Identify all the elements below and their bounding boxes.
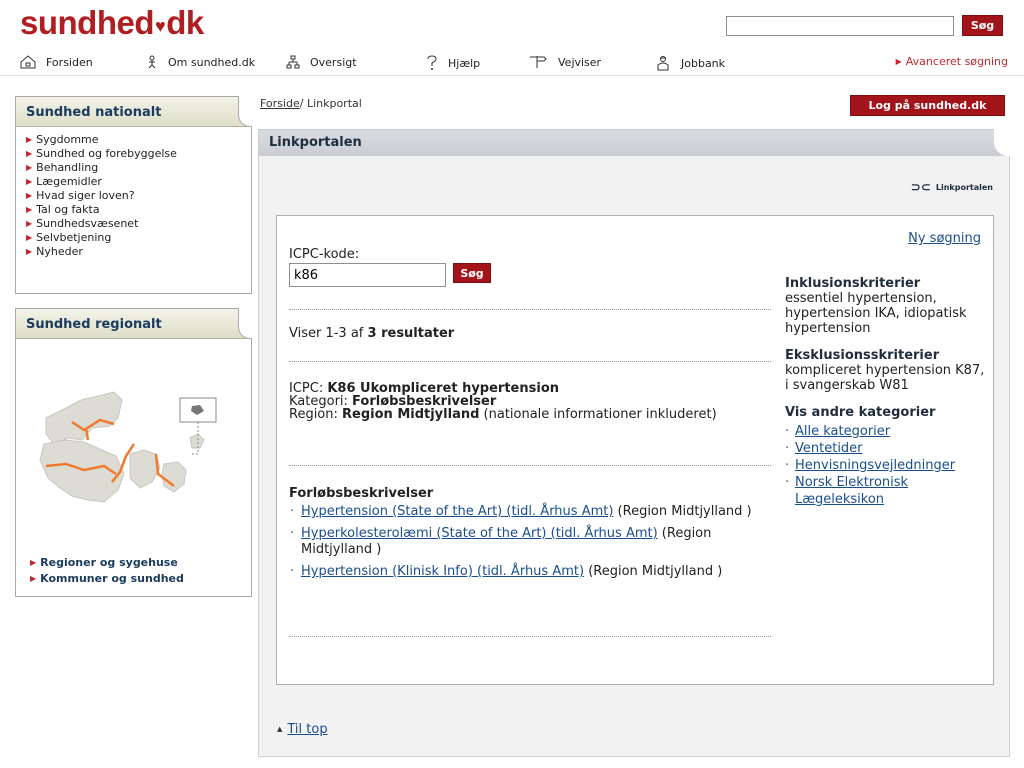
to-top-label[interactable]: Til top [287,722,328,737]
region-prefix: Region: [289,407,343,422]
forlobsbeskrivelser-title: Forløbsbeskrivelser [289,486,434,501]
box-title-text: Sundhed regionalt [26,317,162,332]
sitemap-icon [286,55,300,69]
panel-title [259,130,1009,156]
arrow-right-icon: ▶ [895,57,902,66]
nav-label: Jobbank [681,56,726,70]
result-note: (Region Midtjylland ) [301,526,712,557]
logo-text-left: sundhed [20,4,154,41]
panel-corner [994,129,1010,156]
result-note: (Region Midtjylland ) [584,564,723,579]
sidebar-item-tal-og-fakta[interactable] [26,203,251,217]
linkportal-panel [258,129,1010,757]
arrow-right-icon: ▶ [30,558,37,567]
advanced-search-label: Avanceret søgning [905,55,1008,68]
category-item [785,423,990,440]
national-nav-list [16,127,251,259]
arrow-right-icon: ▶ [26,191,33,200]
breadcrumb-home-link[interactable]: Forside [260,97,300,110]
nav-label: Vejviser [558,55,602,69]
sidebar-item-label: Selvbetjening [36,231,112,244]
sundhed-regionalt-title [16,309,251,339]
new-search-link[interactable]: Ny søgning [908,231,981,246]
exclusion-text: kompliceret hypertension K87, i svangerskab W81 [785,363,985,393]
region-suffix: (nationale informationer inkluderet) [479,407,717,422]
sidebar-item-label: Hvad siger loven? [36,189,135,202]
arrow-right-icon: ▶ [26,149,33,158]
search-results-box [276,215,994,685]
site-logo[interactable] [20,4,204,42]
result-links [289,504,769,586]
nav-label: Oversigt [310,55,357,69]
nav-oversigt[interactable] [286,55,357,69]
site-search-input[interactable] [726,16,954,36]
other-categories-title: Vis andre kategorier [785,405,936,420]
advanced-search-link[interactable] [896,55,1008,68]
sidebar-item-label: Nyheder [36,245,83,258]
result-item [289,526,769,558]
category-item [785,457,990,474]
sidebar-item-selvbetjening[interactable] [26,231,251,245]
results-count-value: 3 resultater [367,326,455,341]
inclusion-text: essentiel hypertension, hypertension IKA, idiopatisk hypertension [785,291,967,336]
regioner-og-sygehuse-link[interactable] [30,555,184,571]
link-icon: ⊃⊂ [910,180,931,194]
divider [289,309,771,310]
arrow-right-icon: ▶ [26,247,33,256]
sidebar-item-label: Sundhedsvæsenet [36,217,139,230]
result-link[interactable]: Hypertension (State of the Art) (tidl. Århus Amt) [301,504,614,519]
sundhed-nationalt-box [15,96,252,294]
result-note: (Region Midtjylland ) [613,504,752,519]
nav-label: Hjælp [448,56,481,70]
arrow-right-icon: ▶ [26,219,33,228]
result-item [289,564,769,580]
box-title-text: Sundhed nationalt [26,105,162,120]
category-link-ventetider[interactable]: Ventetider [795,441,863,456]
box-corner [238,308,252,339]
login-button[interactable]: Log på sundhed.dk [850,95,1005,116]
site-search-button[interactable]: Søg [962,15,1003,36]
sidebar-item-label: Lægemidler [36,175,102,188]
result-info [289,382,759,421]
criteria-sidebar [785,276,990,508]
arrow-right-icon: ▶ [26,135,33,144]
category-value: Forløbsbeskrivelser [352,394,497,409]
regional-link-label: Kommuner og sundhed [40,572,184,585]
result-link[interactable]: Hyperkolesterolæmi (State of the Art) (tidl. Århus Amt) [301,526,658,541]
sidebar-item-behandling[interactable] [26,161,251,175]
sidebar-item-sygdomme[interactable] [26,133,251,147]
category-link-alle[interactable]: Alle kategorier [795,424,891,439]
nav-forsiden[interactable] [20,55,93,69]
linkportal-tag-label: Linkportalen [935,182,993,192]
nav-om-sundhed[interactable] [146,55,255,69]
logo-text-right: dk [166,4,204,41]
signpost-icon [528,55,548,69]
region-value: Region Midtjylland [342,407,480,422]
icpc-label: ICPC-kode: [289,247,360,262]
sidebar-item-label: Sygdomme [36,133,99,146]
help-icon [426,55,438,71]
other-categories-list [785,423,990,508]
nav-hjaelp[interactable] [426,55,480,71]
sidebar-item-label: Tal og fakta [36,203,100,216]
divider [289,465,771,466]
arrow-right-icon: ▶ [26,177,33,186]
divider [289,361,771,362]
kommuner-og-sundhed-link[interactable] [30,571,184,587]
category-prefix: Kategori: [289,394,353,409]
nav-label: Om sundhed.dk [168,55,256,69]
region-line [289,408,759,421]
panel-title-text: Linkportalen [269,135,362,150]
person-icon [146,55,158,69]
arrow-right-icon: ▶ [26,233,33,242]
category-link-norsk[interactable]: Norsk Elektronisk Lægeleksikon [795,475,909,507]
denmark-map[interactable] [26,378,226,528]
result-link[interactable]: Hypertension (Klinisk Info) (tidl. Århus Amt) [301,564,585,579]
nav-jobbank[interactable] [655,55,725,71]
result-item [289,504,769,520]
breadcrumb-current: Linkportal [306,97,362,110]
logo-heart-icon: ♥ [155,16,166,36]
category-item [785,440,990,457]
sidebar-item-laegemidler[interactable] [26,175,251,189]
arrow-right-icon: ▶ [26,163,33,172]
home-icon [20,55,36,69]
icpc-search-button[interactable]: Søg [453,263,491,283]
regional-links [30,555,184,587]
sidebar-item-label: Behandling [36,161,99,174]
sidebar-item-sundhed-forebyggelse[interactable] [26,147,251,161]
icpc-line-value: K86 Ukompliceret hypertension [327,381,560,396]
results-prefix: Viser 1-3 af [289,326,368,341]
inclusion-title: Inklusionskriterier [785,276,921,291]
box-corner [238,96,252,127]
sidebar-item-label: Sundhed og forebyggelse [36,147,177,160]
sidebar-item-nyheder[interactable] [26,245,251,259]
arrow-right-icon: ▶ [26,205,33,214]
regional-link-label: Regioner og sygehuse [40,556,178,569]
breadcrumb: Forside/ Linkportal [260,97,362,110]
icpc-input[interactable] [289,263,446,287]
arrow-up-icon: ▲ [277,725,283,733]
top-navigation [0,46,1024,76]
sidebar-item-hvad-siger-loven[interactable] [26,189,251,203]
sundhed-nationalt-title [16,97,251,127]
divider [289,636,771,637]
exclusion-title: Eksklusionsskriterier [785,348,940,363]
worker-icon [655,55,671,71]
category-link-henvisning[interactable]: Henvisningsvejledninger [795,458,956,473]
linkportal-tag [911,180,993,194]
nav-vejviser[interactable] [528,55,601,69]
sidebar-item-sundhedsvaesenet[interactable] [26,217,251,231]
category-item [785,474,990,508]
arrow-right-icon: ▶ [30,574,37,583]
to-top-link[interactable] [277,722,328,737]
icpc-line-prefix: ICPC: [289,381,328,396]
results-count [289,326,454,341]
nav-label: Forsiden [46,55,93,69]
